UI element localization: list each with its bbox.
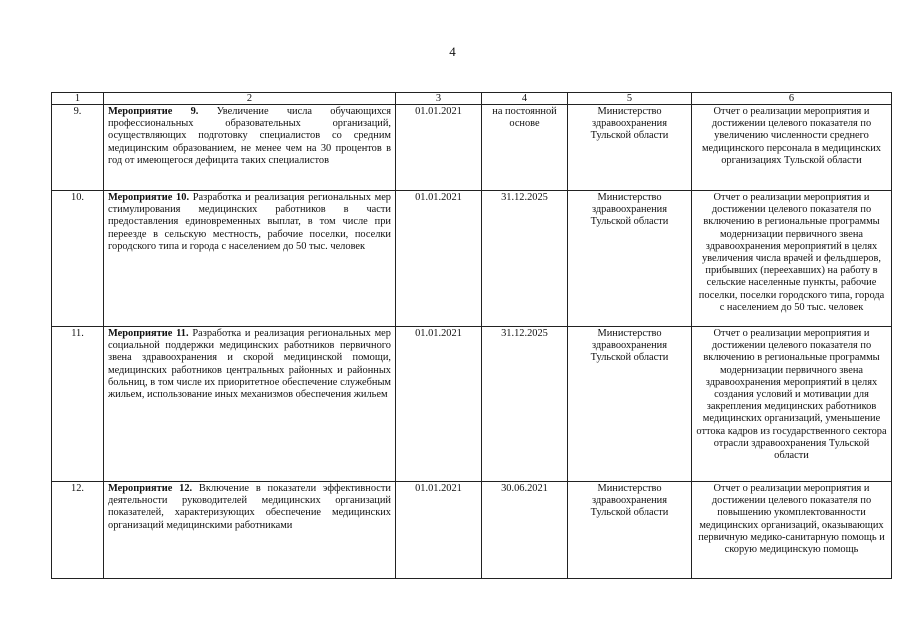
column-number-1: 1 bbox=[52, 93, 104, 105]
responsible-executor: Министерство здравоохранения Тульской области bbox=[568, 105, 692, 191]
responsible-executor: Министерство здравоохранения Тульской области bbox=[568, 327, 692, 482]
responsible-executor: Министерство здравоохранения Тульской области bbox=[568, 191, 692, 327]
end-date: 30.06.2021 bbox=[482, 482, 568, 579]
column-number-6: 6 bbox=[692, 93, 892, 105]
start-date: 01.01.2021 bbox=[396, 191, 482, 327]
start-date: 01.01.2021 bbox=[396, 327, 482, 482]
measure-title: Мероприятие 11. bbox=[108, 328, 189, 339]
row-number: 12. bbox=[52, 482, 104, 579]
measure-title: Мероприятие 12. bbox=[108, 483, 193, 494]
table-row bbox=[52, 327, 892, 482]
table-header-row bbox=[52, 93, 892, 105]
measure-title: Мероприятие 10. bbox=[108, 192, 190, 203]
measure-description bbox=[104, 191, 396, 327]
row-number: 9. bbox=[52, 105, 104, 191]
end-date: 31.12.2025 bbox=[482, 327, 568, 482]
measure-text: Разработка и реализация региональных мер социальной поддержки медицинских работников первичного звена здравоохранения и скорой медицинской помощи, медицинских работников центральных районных и районных больниц, в том числе их приоритетное обеспечение служебным жильем, использование иных механизмов обеспечения жильем bbox=[108, 328, 391, 401]
column-number-3: 3 bbox=[396, 93, 482, 105]
row-number: 10. bbox=[52, 191, 104, 327]
measure-description bbox=[104, 327, 396, 482]
column-number-2: 2 bbox=[104, 93, 396, 105]
table-row bbox=[52, 191, 892, 327]
page-number: 4 bbox=[449, 44, 456, 59]
measure-description bbox=[104, 105, 396, 191]
expected-result: Отчет о реализации мероприятия и достижении целевого показателя по включению в региональные программы модернизации первичного звена здравоохранения мероприятий в целях увеличения числа врачей и фельдшеров, прибывших (переехавших) на работу в сельские населенные пункты, рабочие поселки, поселки городского типа, города с населением до 50 тыс. человек bbox=[692, 191, 892, 327]
expected-result: Отчет о реализации мероприятия и достижении целевого показателя по увеличению численности среднего медицинского персонала в медицинских организациях Тульской области bbox=[692, 105, 892, 191]
column-number-5: 5 bbox=[568, 93, 692, 105]
responsible-executor: Министерство здравоохранения Тульской области bbox=[568, 482, 692, 579]
measure-description bbox=[104, 482, 396, 579]
end-date: 31.12.2025 bbox=[482, 191, 568, 327]
table-row bbox=[52, 105, 892, 191]
measure-title: Мероприятие 9. bbox=[108, 106, 199, 117]
measure-text: Разработка и реализация региональных мер стимулирования медицинских работников в части предоставления единовременных выплат, в том числе при переезде в сельскую местность, рабочие поселки, поселки городского типа и города с населением до 50 тыс. человек bbox=[108, 192, 392, 252]
expected-result: Отчет о реализации мероприятия и достижении целевого показателя по повышению укомплектованности медицинских организаций, оказывающих первичную медико-санитарную помощь и скорую медицинскую помощь bbox=[692, 482, 892, 579]
row-number: 11. bbox=[52, 327, 104, 482]
start-date: 01.01.2021 bbox=[396, 105, 482, 191]
expected-result: Отчет о реализации мероприятия и достижении целевого показателя по включению в региональные программы модернизации первичного звена здравоохранения мероприятий в целях создания условий и мотивации для закрепления медицинских работников медицинских организаций, уменьшение оттока кадров из государственного сектора отрасли здравоохранения Тульской области bbox=[692, 327, 892, 482]
measure-text: Включение в показатели эффективности деятельности руководителей медицинских организаций показателей, характеризующих обеспечение медицинских организаций медицинскими работниками bbox=[108, 483, 391, 531]
end-date: на постоянной основе bbox=[482, 105, 568, 191]
measure-text: Увеличение числа обучающихся профессиональных образовательных организаций, осуществляющих подготовку специалистов со средним медицинским образованием, не менее чем на 30 процентов в год от имеющегося дефицита таких специалистов bbox=[108, 106, 391, 166]
start-date: 01.01.2021 bbox=[396, 482, 482, 579]
column-number-4: 4 bbox=[482, 93, 568, 105]
table-row bbox=[52, 482, 892, 579]
plan-table bbox=[51, 92, 892, 579]
